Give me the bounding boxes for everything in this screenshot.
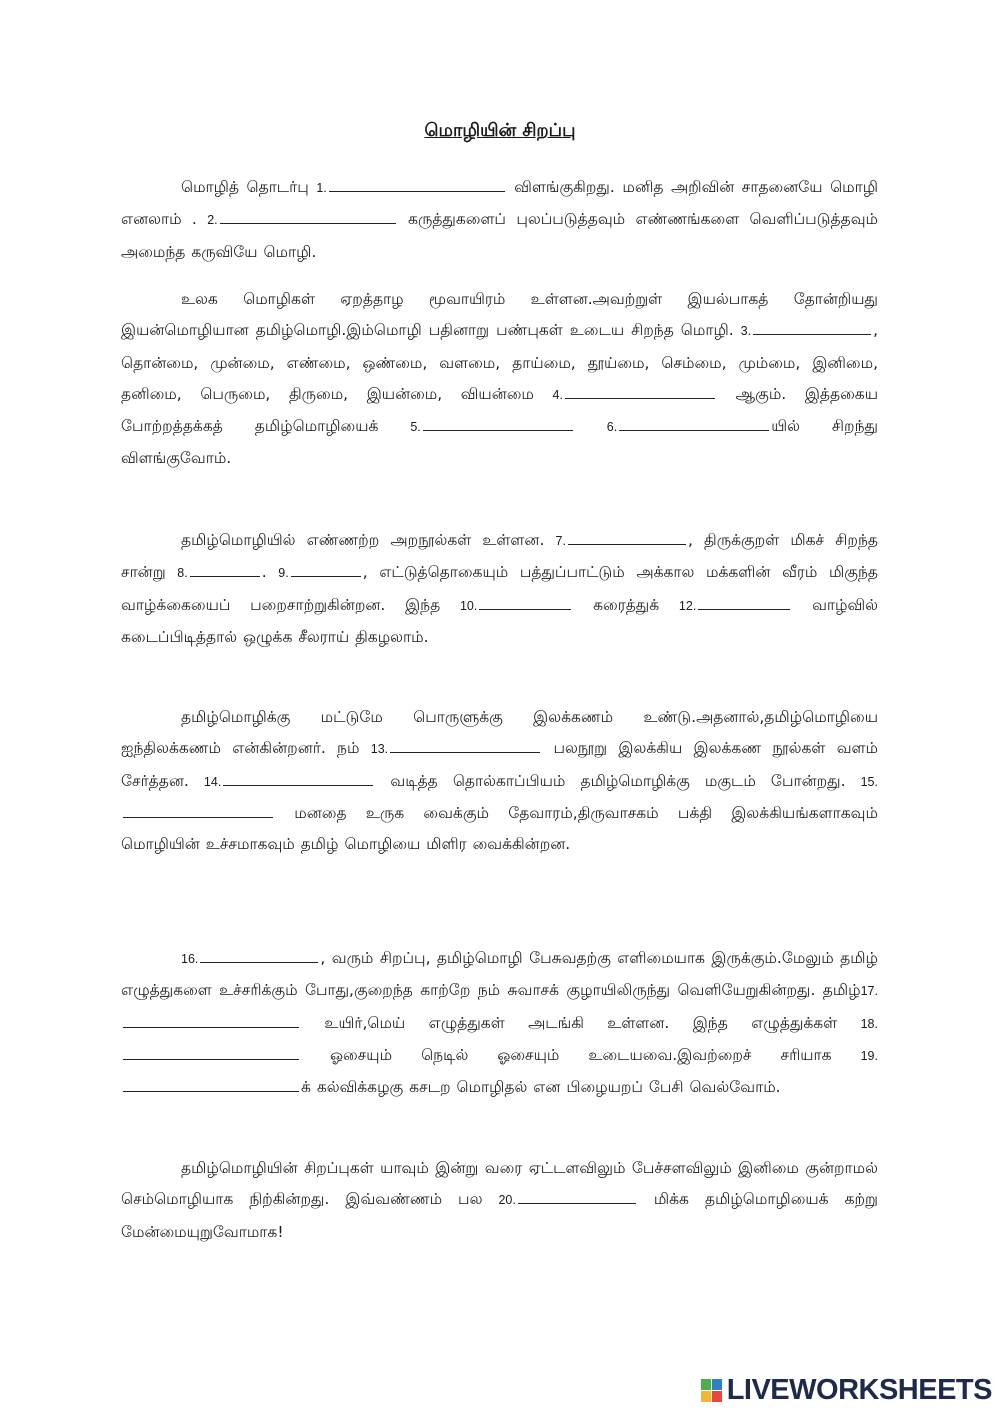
paragraph-6: தமிழ்மொழியின் சிறப்புகள் யாவும் இன்று வரை ஏட்டளவிலும் பேச்சளவிலும் இனிமை குன்றாமல் செம்மொழியாக நிற்கின்றது. இவ்வண்ணம் பல 20. மிக்க தமிழ்மொழியைக் கற்று மேன்மையுறுவோமாக!: [121, 1159, 878, 1241]
liveworksheets-logo: [701, 1374, 992, 1407]
blank-19[interactable]: [123, 1077, 299, 1092]
blank-number-14: 14.: [203, 774, 222, 789]
page-title: மொழியின் சிறப்பு: [424, 120, 576, 141]
blank-number-4: 4.: [552, 387, 563, 402]
blank-1[interactable]: [329, 177, 505, 192]
blank-3[interactable]: [753, 320, 871, 335]
paragraph-3: தமிழ்மொழியில் எண்ணற்ற அறநூல்கள் உள்ளன. 7. , திருக்குறள் மிகச் சிறந்த சான்று 8. . 9. , எட்டுத்தொகையும் பத்துப்பாட்டும் அக்கால மக்களின் வீரம் மிகுந்த வாழ்க்கையைப் பறைசாற்றுகின்றன. இந்த 10. கரைத்துக் 12. வாழ்வில் கடைப்பிடித்தால் ஒழுக்க சீலராய் திகழலாம்.: [121, 531, 878, 646]
blank-18[interactable]: [123, 1045, 299, 1060]
liveworksheets-logo-text: LIVEWORKSHEETS: [726, 1374, 992, 1406]
blank-number-20: 20.: [498, 1193, 516, 1208]
blank-number-19: 19.: [860, 1048, 878, 1063]
blank-number-18: 18.: [860, 1016, 878, 1031]
blank-17[interactable]: [123, 1013, 299, 1028]
paragraph-4: தமிழ்மொழிக்கு மட்டுமே பொருளுக்கு இலக்கணம் உண்டு.அதனால்,தமிழ்மொழியை ஐந்திலக்கணம் என்கின்றனர். நம் 13. பலநூறு இலக்கிய இலக்கண நூல்கள் வளம் சேர்த்தன. 14. வடித்த தொல்காப்பியம் தமிழ்மொழிக்கு மகுடம் போன்றது. 15. மனதை உருக வைக்கும் தேவாரம்,திருவாசகம் பக்தி இலக்கியங்களாகவும் மொழியின் உச்சமாகவும் தமிழ் மொழியை மிளிர வைக்கின்றன.: [121, 708, 878, 854]
blank-16[interactable]: [200, 948, 318, 963]
blank-number-9: 9.: [278, 566, 289, 581]
logo-square-4: [712, 1391, 722, 1402]
blank-5[interactable]: [423, 416, 573, 431]
blank-number-3: 3.: [740, 324, 752, 339]
paragraph-5: 16. , வரும் சிறப்பு, தமிழ்மொழி பேசுவதற்கு எளிமையாக இருக்கும்.மேலும் தமிழ் எழுத்துகளை உச்சரிக்கும் போது,குறைந்த காற்றே நம் சுவாசக் குழாயிலிருந்து வெளியேறுகின்றது. தமிழ்17. உயிர்,மெய் எழுத்துகள் அடங்கி உள்ளன. இந்த எழுத்துக்கள் 18. ஓசையும் நெடில் ஓசையும் உடையவை.இவற்றைச் சரியாக 19.க் கல்விக்கழகு கசடற மொழிதல் என பிழையறப் பேசி வெல்வோம்.: [121, 949, 878, 1097]
blank-4[interactable]: [565, 384, 715, 399]
blank-number-15: 15.: [860, 774, 878, 789]
blank-number-5: 5.: [410, 420, 421, 435]
blank-number-10: 10.: [459, 598, 478, 613]
paragraph-1: மொழித் தொடர்பு 1. விளங்குகிறது. மனித அறிவின் சாதனையே மொழி எனலாம் . 2. கருத்துகளைப் புலப்படுத்தவும் எண்ணங்களை வெளிப்படுத்தவும் அமைந்த கருவியே மொழி.: [121, 178, 878, 261]
blank-8[interactable]: [190, 562, 260, 577]
paragraph-2: உலக மொழிகள் ஏறத்தாழ மூவாயிரம் உள்ளன.அவற்றுள் இயல்பாகத் தோன்றியது இயன்மொழியான தமிழ்மொழி.இம்மொழி பதினாறு பண்புகள் உடைய சிறந்த மொழி. 3. , தொன்மை, முன்மை, எண்மை, ஒண்மை, வளமை, தாய்மை, தூய்மை, செம்மை, மும்மை, இனிமை, தனிமை, பெருமை, திருமை, இயன்மை, வியன்மை 4. ஆகும். இத்தகைய போற்றத்தக்கத் தமிழ்மொழியைக் 5. 6. யில் சிறந்து விளங்குவோம்.: [121, 290, 878, 468]
blank-number-13: 13.: [370, 742, 389, 757]
blank-10[interactable]: [479, 595, 571, 610]
blank-20[interactable]: [518, 1189, 636, 1204]
blank-number-12: 12.: [678, 598, 697, 613]
blank-number-1: 1.: [316, 181, 327, 195]
logo-square-3: [701, 1391, 711, 1402]
blank-number-8: 8.: [177, 566, 188, 581]
blank-15[interactable]: [123, 803, 273, 818]
blank-7[interactable]: [568, 530, 686, 545]
logo-square-1: [701, 1379, 711, 1390]
blank-number-6: 6.: [606, 420, 618, 435]
blank-number-7: 7.: [555, 534, 566, 548]
blank-9[interactable]: [291, 562, 361, 577]
blank-13[interactable]: [390, 738, 540, 753]
blank-14[interactable]: [223, 771, 373, 786]
blank-number-16: 16.: [181, 952, 199, 966]
blank-12[interactable]: [698, 595, 790, 610]
liveworksheets-logo-icon: [701, 1379, 723, 1403]
logo-square-2: [712, 1379, 722, 1390]
blank-2[interactable]: [220, 209, 396, 224]
blank-number-17: 17.: [860, 984, 878, 999]
blank-number-2: 2.: [207, 213, 218, 228]
blank-6[interactable]: [619, 416, 769, 431]
